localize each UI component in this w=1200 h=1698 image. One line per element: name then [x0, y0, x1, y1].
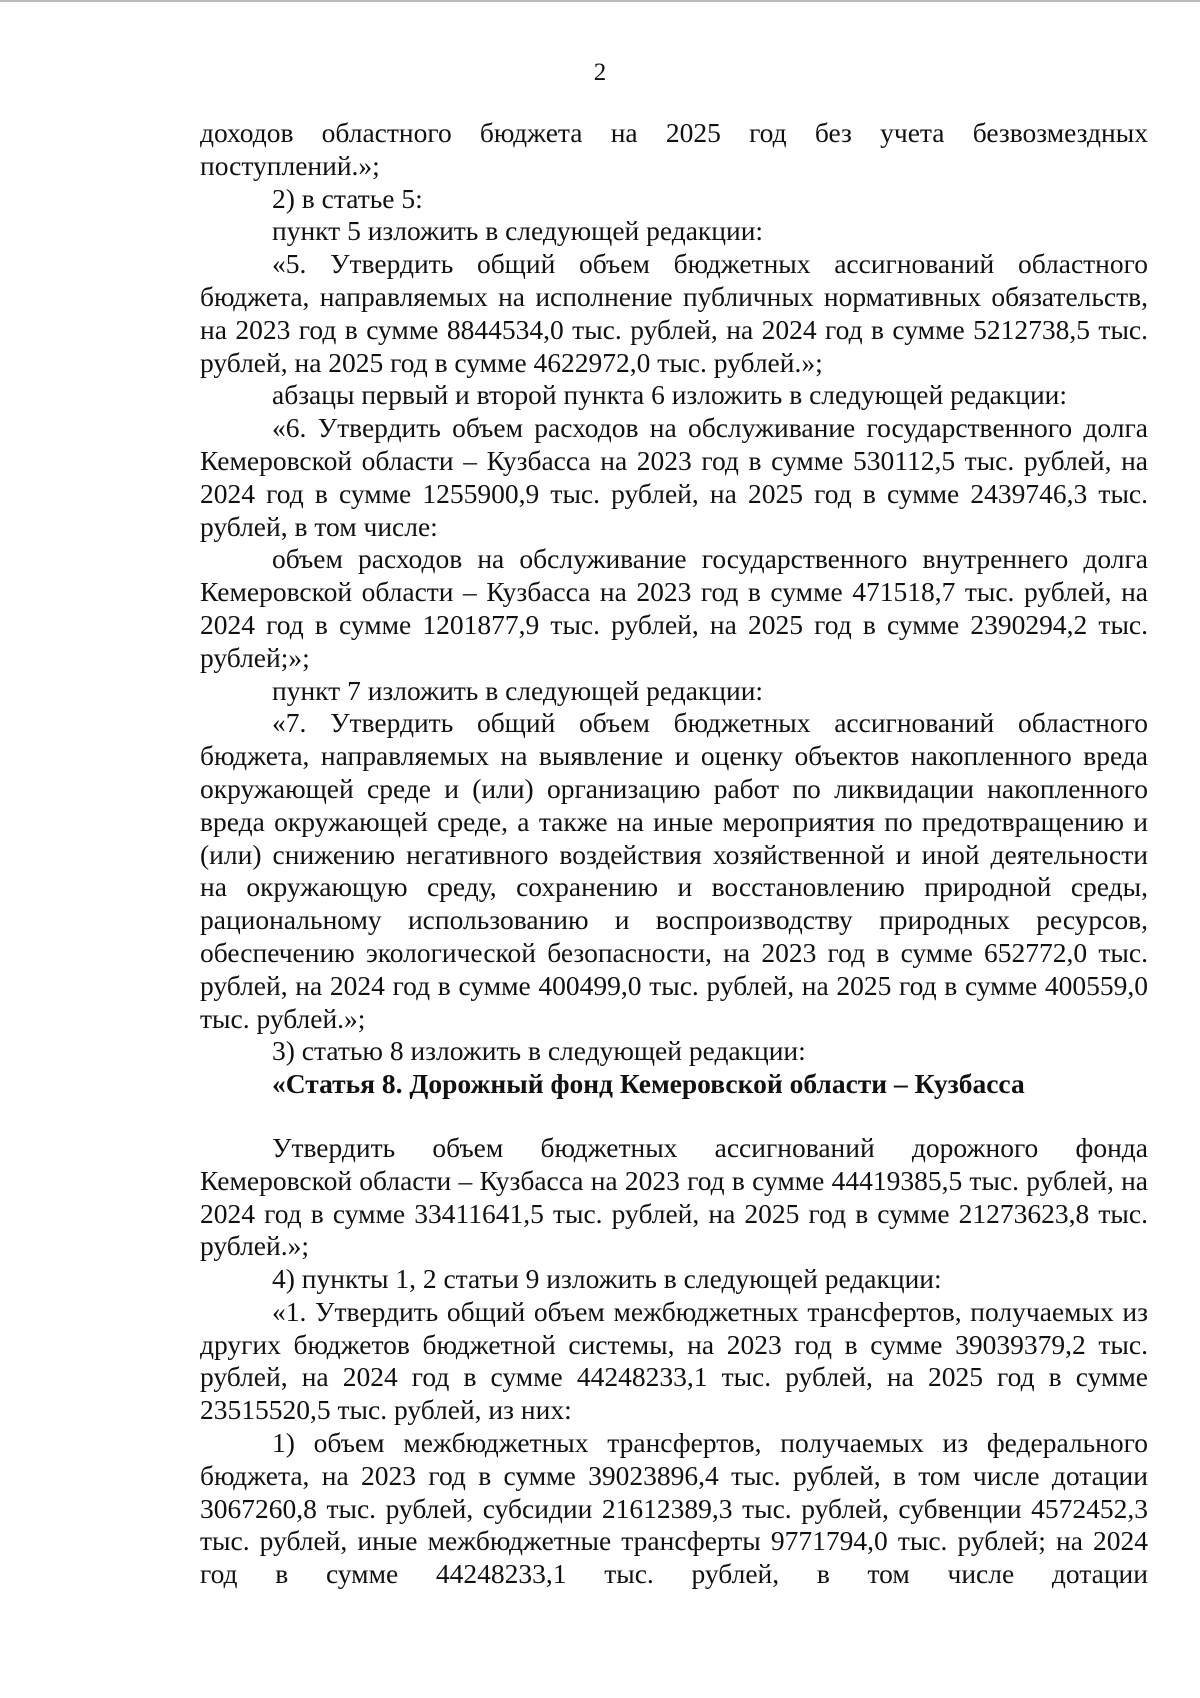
item-2-article-5: 2) в статье 5:: [272, 182, 423, 214]
item-4-article-9: 4) пункты 1, 2 статьи 9 изложить в следующей редакции:: [272, 1263, 942, 1295]
point-5-text: «5. Утвердить общий объем бюджетных ассигнований областного бюджета, направляемых на исполнение публичных нормативных обязательств, на 2023 год в сумме 8844534,0 тыс. рублей, на 2024 год в сумме 5212738,5 тыс. рублей, на 2025 год в сумме 4622972,0 тыс. рублей.»;: [200, 248, 1148, 378]
paragraph-revenue-end: доходов областного бюджета на 2025 год без учета безвозмездных поступлений.»;: [200, 117, 1148, 181]
point-7-text: «7. Утвердить общий объем бюджетных ассигнований областного бюджета, направляемых на выявление и оценку объектов накопленного вреда окружающей среде и (или) организацию работ по ликвидации накопленного вреда окружающей среде, а также на иные мероприятия по предотвращению и (или) снижению негативного воздействия хозяйственной и иной деятельности на окружающую среду, сохранению и восстановлению природной среды, рациональному использованию и воспроизводству природных ресурсов, обеспечению экологической безопасности, на 2023 год в сумме 652772,0 тыс. рублей, на 2024 год в сумме 400499,0 тыс. рублей, на 2025 год в сумме 400559,0 тыс. рублей.»;: [200, 707, 1148, 1034]
point-1-text: «1. Утвердить общий объем межбюджетных трансфертов, получаемых из других бюджетов бюджетной системы, на 2023 год в сумме 39039379,2 тыс. рублей, на 2024 год в сумме 44248233,1 тыс. рублей, на 2025 год в сумме 23515520,5 тыс. рублей, из них:: [200, 1295, 1148, 1426]
subpoint-1-text: 1) объем межбюджетных трансфертов, получаемых из федерального бюджета, на 2023 год в сумме 39023896,4 тыс. рублей, в том числе дотации 3067260,8 тыс. рублей, субсидии 21612389,3 тыс. рублей, субвенции 4572452,3 тыс. рублей, иные межбюджетные трансферты 9771794,0 тыс. рублей; на 2024 год в сумме 44248233,1 тыс. рублей, в том числе дотации: [200, 1427, 1148, 1590]
article-8-heading: «Статья 8. Дорожный фонд Кемеровской области – Кузбасса: [272, 1068, 1025, 1100]
point-5-intro: пункт 5 изложить в следующей редакции:: [272, 215, 764, 247]
document-body: [200, 117, 1148, 1591]
scan-top-edge: [0, 0, 1200, 2]
item-3-article-8: 3) статью 8 изложить в следующей редакции:: [272, 1035, 806, 1067]
road-fund-text: Утвердить объем бюджетных ассигнований дорожного фонда Кемеровской области – Кузбасса на 2023 год в сумме 44419385,5 тыс. рублей, на 2024 год в сумме 33411641,5 тыс. рублей, на 2025 год в сумме 21273623,8 тыс. рублей.»;: [200, 1131, 1148, 1262]
point-6-intro: абзацы первый и второй пункта 6 изложить в следующей редакции:: [272, 379, 1068, 411]
internal-debt-text: объем расходов на обслуживание государственного внутреннего долга Кемеровской области – Кузбасса на 2023 год в сумме 471518,7 тыс. рублей, на 2024 год в сумме 1201877,9 тыс. рублей, на 2025 год в сумме 2390294,2 тыс. рублей;»;: [200, 543, 1148, 673]
point-6-text: «6. Утвердить объем расходов на обслуживание государственного долга Кемеровской области – Кузбасса на 2023 год в сумме 530112,5 тыс. рублей, на 2024 год в сумме 1255900,9 тыс. рублей, на 2025 год в сумме 2439746,3 тыс. рублей, в том числе:: [200, 412, 1148, 542]
point-7-intro: пункт 7 изложить в следующей редакции:: [272, 674, 764, 706]
page-number: 2: [593, 59, 607, 86]
